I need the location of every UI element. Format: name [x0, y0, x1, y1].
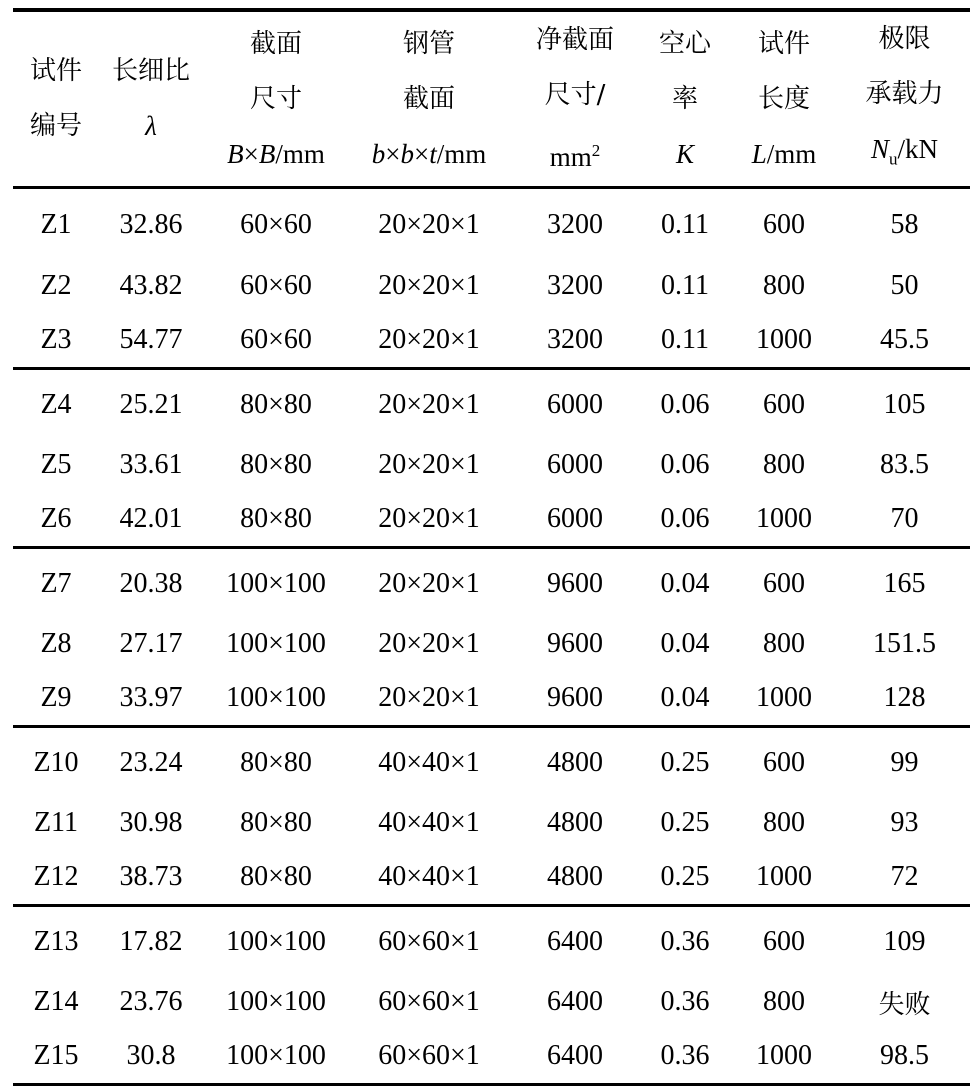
table-cell: 0.36 — [660, 986, 710, 1018]
header-section-size-unit: B×B/mm — [227, 138, 325, 169]
table-cell: 6400 — [547, 986, 603, 1018]
header-section-size-line1: 截面 — [249, 28, 302, 59]
table-cell: 800 — [763, 986, 805, 1018]
table-cell: 43.82 — [119, 270, 183, 302]
table-cell: 0.25 — [660, 747, 710, 779]
table-cell: Z12 — [13, 850, 99, 906]
header-tube-section-line1: 钢管 — [402, 28, 455, 59]
table-cell: Z7 — [40, 568, 72, 600]
table-cell: 100×100 — [203, 671, 349, 727]
table-cell: 600 — [763, 209, 805, 241]
table-cell: 50 — [890, 270, 919, 302]
table-cell: 151.5 — [873, 628, 936, 660]
header-tube-section-line2: 截面 — [402, 83, 455, 114]
table-cell: 99 — [890, 747, 919, 779]
header-hollow-ratio-line2: 率 — [671, 83, 698, 114]
table-cell: 23.76 — [119, 986, 183, 1018]
table-cell: 失败 — [878, 989, 931, 1020]
table-cell: 70 — [839, 492, 970, 548]
table-cell: 20×20×1 — [378, 449, 480, 481]
header-net-section — [509, 10, 641, 188]
header-ultimate-capacity — [839, 10, 970, 188]
table-cell: 80×80 — [240, 747, 312, 779]
table-cell: 6000 — [547, 389, 603, 421]
table-cell: 20×20×1 — [349, 492, 509, 548]
table-cell: 4800 — [547, 807, 603, 839]
table-row — [13, 313, 970, 369]
header-slenderness-line1: 长细比 — [111, 56, 190, 87]
table-cell: Z1 — [40, 209, 72, 241]
table-cell: 27.17 — [119, 628, 183, 660]
table-cell: 1000 — [729, 313, 839, 369]
table-cell: 20.38 — [119, 568, 183, 600]
table-row — [13, 906, 970, 976]
table-row — [13, 727, 970, 797]
header-section-size-line2: 尺寸 — [249, 83, 302, 114]
table-row — [13, 850, 970, 906]
table-cell: 100×100 — [226, 568, 326, 600]
table-cell: 38.73 — [99, 850, 203, 906]
table-cell: 54.77 — [99, 313, 203, 369]
table-cell: 6400 — [509, 1029, 641, 1085]
table-row — [13, 188, 970, 260]
table-cell: 17.82 — [119, 926, 183, 958]
table-cell: Z14 — [33, 986, 79, 1018]
table-cell: Z9 — [13, 671, 99, 727]
table-cell: 0.25 — [660, 807, 710, 839]
table-cell: 800 — [763, 449, 805, 481]
table-cell: 4800 — [547, 747, 603, 779]
table-row — [13, 438, 970, 492]
table-cell: 165 — [883, 568, 926, 600]
table-cell: 0.04 — [660, 628, 710, 660]
table-cell: 80×80 — [240, 389, 312, 421]
header-slenderness-symbol: λ — [145, 111, 157, 142]
table-cell: 100×100 — [226, 986, 326, 1018]
table-cell: 32.86 — [119, 209, 183, 241]
table-cell: 60×60 — [240, 209, 312, 241]
header-net-section-line1: 净截面 — [535, 25, 614, 56]
table-row — [13, 1029, 970, 1085]
table-cell: 72 — [839, 850, 970, 906]
table-cell: 80×80 — [240, 449, 312, 481]
header-net-section-line2: 尺寸/ — [544, 80, 606, 111]
table-cell: Z4 — [40, 389, 72, 421]
header-specimen-id-line2: 编号 — [29, 111, 82, 142]
table-cell: 0.04 — [660, 568, 710, 600]
table-cell: 20×20×1 — [378, 389, 480, 421]
table-cell: 100×100 — [226, 926, 326, 958]
header-tube-section-unit: b×b×t/mm — [371, 138, 487, 169]
table-cell: 93 — [890, 807, 919, 839]
table-cell: 4800 — [509, 850, 641, 906]
table-cell: 128 — [839, 671, 970, 727]
table-row — [13, 617, 970, 671]
table-cell: 1000 — [729, 671, 839, 727]
table-cell: 20×20×1 — [378, 209, 480, 241]
table-cell: 0.11 — [661, 270, 709, 302]
table-cell: 20×20×1 — [349, 671, 509, 727]
table-cell: 80×80 — [240, 807, 312, 839]
table-cell: 0.06 — [660, 449, 710, 481]
table-cell: 20×20×1 — [378, 568, 480, 600]
table-cell: 800 — [763, 628, 805, 660]
header-specimen-length-unit: L/mm — [751, 138, 817, 169]
table-cell: Z3 — [13, 313, 99, 369]
table-cell: 45.5 — [839, 313, 970, 369]
table-cell: 40×40×1 — [378, 807, 480, 839]
table-cell: 20×20×1 — [378, 270, 480, 302]
table-cell: 20×20×1 — [349, 313, 509, 369]
table-cell: 23.24 — [119, 747, 183, 779]
table-cell: 60×60 — [240, 270, 312, 302]
table-cell: 0.06 — [641, 492, 729, 548]
table-cell: 100×100 — [226, 628, 326, 660]
table-cell: 20×20×1 — [378, 628, 480, 660]
table-cell: 30.8 — [99, 1029, 203, 1085]
header-hollow-ratio-symbol: K — [675, 138, 694, 169]
table-cell: 0.25 — [641, 850, 729, 906]
table-cell: 80×80 — [203, 492, 349, 548]
table-cell: 600 — [763, 926, 805, 958]
table-cell: 0.36 — [641, 1029, 729, 1085]
table-cell: 6000 — [547, 449, 603, 481]
table-cell: 40×40×1 — [378, 747, 480, 779]
table-cell: Z8 — [40, 628, 72, 660]
table-cell: 800 — [763, 270, 805, 302]
header-specimen-length — [729, 10, 839, 188]
table-cell: Z11 — [33, 807, 79, 839]
table-cell: 60×60 — [203, 313, 349, 369]
table-cell: 0.04 — [641, 671, 729, 727]
table-cell: Z2 — [40, 270, 72, 302]
table-row — [13, 259, 970, 313]
header-specimen-length-line1: 试件 — [757, 28, 810, 59]
table-cell: Z6 — [13, 492, 99, 548]
header-ultimate-capacity-line1: 极限 — [878, 24, 931, 54]
header-tube-section — [349, 10, 509, 188]
table-cell: 600 — [763, 747, 805, 779]
table-cell: 105 — [883, 389, 926, 421]
table-cell: 9600 — [547, 628, 603, 660]
table-cell: 109 — [883, 926, 926, 958]
specimen-table — [13, 8, 970, 1086]
table-row — [13, 671, 970, 727]
table-body — [13, 188, 970, 1085]
table-cell: Z13 — [33, 926, 79, 958]
table-cell: 80×80 — [203, 850, 349, 906]
table-cell: 9600 — [509, 671, 641, 727]
table-row — [13, 548, 970, 618]
table-cell: 3200 — [547, 209, 603, 241]
table-cell: 0.36 — [660, 926, 710, 958]
table-cell: 600 — [763, 568, 805, 600]
table-row — [13, 796, 970, 850]
table-cell: 33.61 — [119, 449, 183, 481]
header-slenderness — [99, 10, 203, 188]
table-cell: 30.98 — [119, 807, 183, 839]
header-section-size — [203, 10, 349, 188]
table-cell: 0.11 — [641, 313, 729, 369]
table-cell: 1000 — [729, 850, 839, 906]
table-cell: 6400 — [547, 926, 603, 958]
header-ultimate-capacity-unit: $N_u/kN$ — [870, 134, 938, 169]
header-specimen-id — [13, 10, 99, 188]
table-cell: 40×40×1 — [349, 850, 509, 906]
table-cell: 98.5 — [839, 1029, 970, 1085]
table-cell: 6000 — [509, 492, 641, 548]
table-cell: 100×100 — [203, 1029, 349, 1085]
table-cell: Z5 — [40, 449, 72, 481]
table-cell: 58 — [890, 209, 919, 241]
table-cell: 3200 — [509, 313, 641, 369]
table-cell: 1000 — [729, 1029, 839, 1085]
table-cell: 60×60×1 — [378, 986, 480, 1018]
table-header — [13, 10, 970, 188]
table-cell: Z15 — [13, 1029, 99, 1085]
header-ultimate-capacity-line2: 承载力 — [865, 79, 944, 109]
table-cell: 9600 — [547, 568, 603, 600]
table-cell: 800 — [763, 807, 805, 839]
table-cell: 42.01 — [99, 492, 203, 548]
table-cell: 25.21 — [119, 389, 183, 421]
table-cell: 3200 — [547, 270, 603, 302]
table-row — [13, 975, 970, 1029]
header-specimen-length-line2: 长度 — [757, 83, 810, 114]
table-cell: 83.5 — [880, 449, 929, 481]
table-cell: 60×60×1 — [349, 1029, 509, 1085]
header-hollow-ratio — [641, 10, 729, 188]
header-net-section-unit: $mm^2$ — [549, 141, 601, 173]
header-specimen-id-line1: 试件 — [29, 56, 82, 87]
header-hollow-ratio-line1: 空心 — [658, 28, 711, 59]
table-cell: 33.97 — [99, 671, 203, 727]
table-cell: 0.11 — [661, 209, 709, 241]
table-cell: 600 — [763, 389, 805, 421]
table-cell: 60×60×1 — [378, 926, 480, 958]
table-cell: 0.06 — [660, 389, 710, 421]
table-row — [13, 369, 970, 439]
table-cell: Z10 — [33, 747, 79, 779]
table-cell: 1000 — [729, 492, 839, 548]
table-row — [13, 492, 970, 548]
